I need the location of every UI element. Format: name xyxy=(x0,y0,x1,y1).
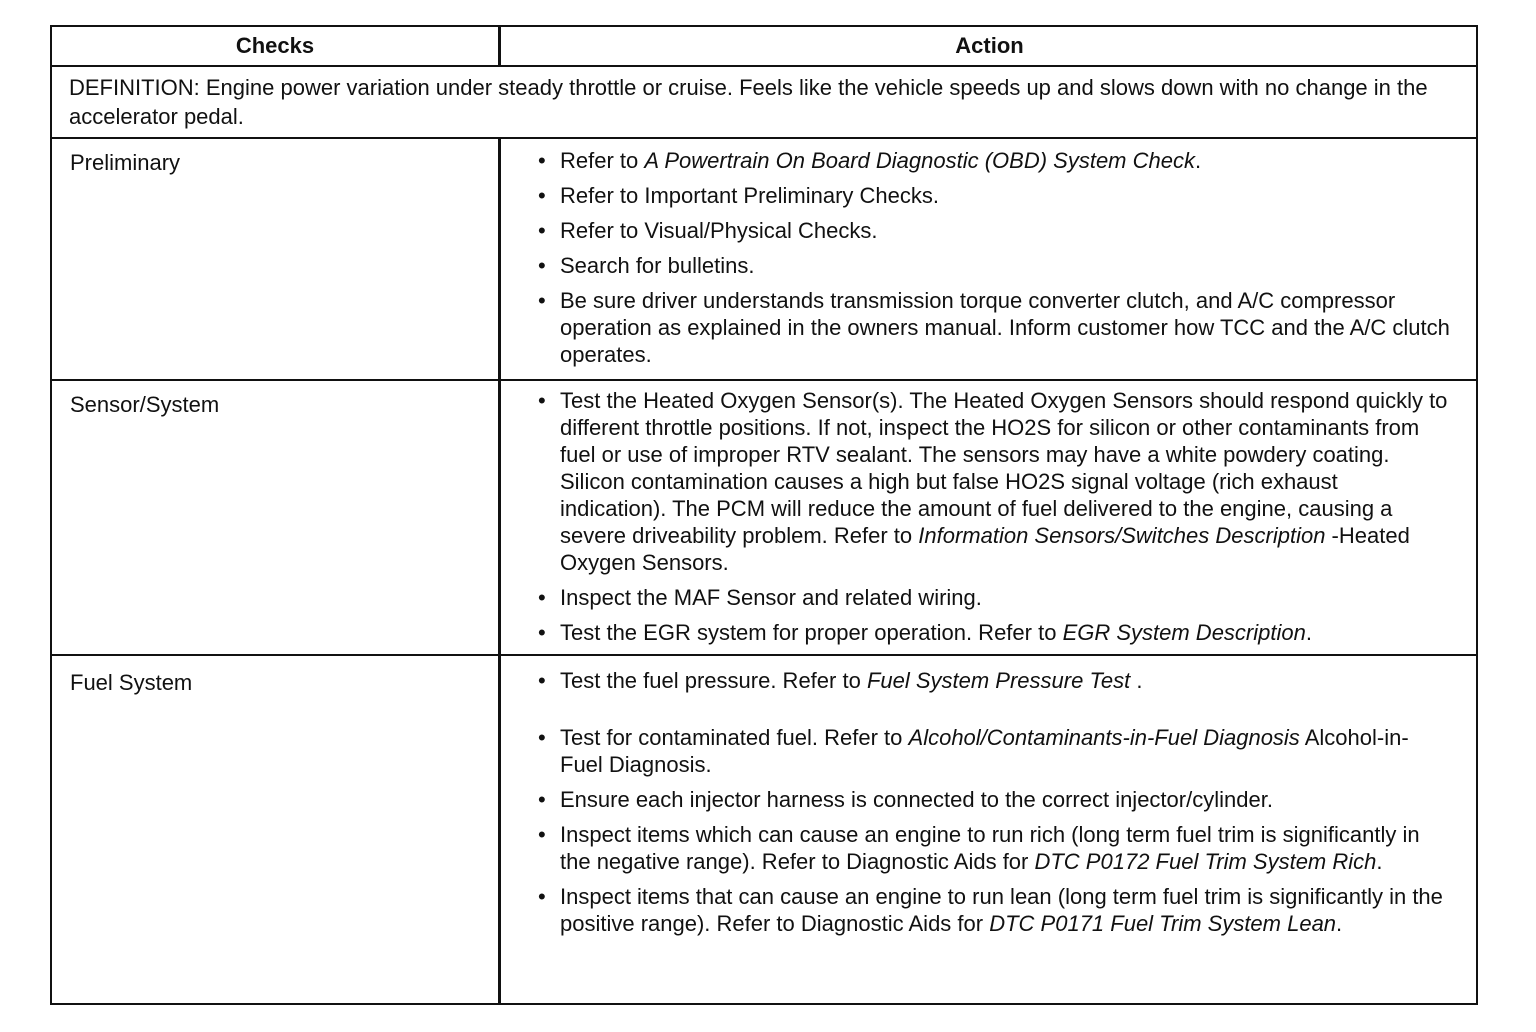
action-item: • Ensure each injector harness is connected to the correct injector/cylinder. xyxy=(538,787,1273,812)
action-item: • Test the EGR system for proper operation. Refer to EGR System Description. xyxy=(538,620,1312,645)
section-divider-2 xyxy=(52,654,1476,656)
preliminary-actions xyxy=(530,147,1450,376)
action-item: • Search for bulletins. xyxy=(538,253,755,278)
action-item: • Inspect items that can cause an engine to run lean (long term fuel trim is significantly in the positive range). Refer to Diagnostic Aids for DTC P0171 Fuel Trim System Lean. xyxy=(538,884,1443,936)
bullet-icon: • xyxy=(538,787,546,812)
fuel-system-actions xyxy=(530,667,1450,945)
bullet-icon: • xyxy=(538,620,546,645)
action-item: • Refer to A Powertrain On Board Diagnostic (OBD) System Check. xyxy=(538,148,1202,173)
definition-divider xyxy=(52,137,1476,139)
section-label-fuel-system: Fuel System xyxy=(70,670,193,695)
bullet-icon: • xyxy=(538,585,546,610)
bullet-icon: • xyxy=(538,183,546,208)
header-column-divider xyxy=(498,27,501,67)
bullet-icon: • xyxy=(538,388,546,413)
action-column-header: Action xyxy=(955,33,1024,58)
bullet-icon: • xyxy=(538,218,546,243)
section-label-preliminary: Preliminary xyxy=(70,150,181,175)
bullet-icon: • xyxy=(538,148,546,173)
diagnostic-table xyxy=(50,25,1478,1005)
bullet-icon: • xyxy=(538,884,546,909)
action-item: • Inspect items which can cause an engine to run rich (long term fuel trim is significantly in the negative range). Refer to Diagnostic Aids for DTC P0172 Fuel Trim System Rich. xyxy=(538,822,1420,874)
bullet-icon: • xyxy=(538,668,546,693)
bullet-icon: • xyxy=(538,725,546,750)
reference-link: DTC P0172 Fuel Trim System Rich xyxy=(1034,849,1377,874)
reference-link: Alcohol/Contaminants-in-Fuel Diagnosis xyxy=(908,725,1300,750)
bullet-icon: • xyxy=(538,288,546,313)
reference-link: A Powertrain On Board Diagnostic (OBD) System Check xyxy=(644,148,1195,173)
header-divider xyxy=(52,65,1476,67)
section-label-sensor-system: Sensor/System xyxy=(70,392,220,417)
reference-link: EGR System Description xyxy=(1062,620,1306,645)
action-item: • Refer to Visual/Physical Checks. xyxy=(538,218,878,243)
sensor-system-actions xyxy=(530,387,1450,654)
action-item: • Test the fuel pressure. Refer to Fuel System Pressure Test . xyxy=(538,668,1143,693)
bullet-icon: • xyxy=(538,822,546,847)
action-item: • Test the Heated Oxygen Sensor(s). The Heated Oxygen Sensors should respond quickly to different throttle positions. If not, inspect the HO2S for silicon or other contaminants from fuel or use of improper RTV sealant. The sensors may have a white powdery coating. Silicon contamination causes a high but false HO2S signal voltage (rich exhaust indication). The PCM will reduce the amount of fuel delivered to the engine, causing a severe driveability problem. Refer to Information Sensors/Switches Description -Heated Oxygen Sensors. xyxy=(538,388,1448,575)
action-item: • Inspect the MAF Sensor and related wiring. xyxy=(538,585,982,610)
definition-text: DEFINITION: Engine power variation under steady throttle or cruise. Feels like the vehicle speeds up and slows down with no change in the accelerator pedal. xyxy=(69,75,1428,129)
checks-column-header: Checks xyxy=(235,33,315,58)
section-divider-1 xyxy=(52,379,1476,381)
body-column-divider xyxy=(498,139,501,1005)
reference-link: Fuel System Pressure Test xyxy=(866,668,1131,693)
action-item: • Be sure driver understands transmission torque converter clutch, and A/C compressor operation as explained in the owners manual. Inform customer how TCC and the A/C clutch operates. xyxy=(538,288,1450,367)
action-item: • Refer to Important Preliminary Checks. xyxy=(538,183,940,208)
action-item: • Test for contaminated fuel. Refer to Alcohol/Contaminants-in-Fuel Diagnosis Alcohol-in-Fuel Diagnosis. xyxy=(538,725,1409,777)
reference-link: DTC P0171 Fuel Trim System Lean xyxy=(989,911,1337,936)
reference-link: Information Sensors/Switches Description xyxy=(918,523,1326,548)
bullet-icon: • xyxy=(538,253,546,278)
